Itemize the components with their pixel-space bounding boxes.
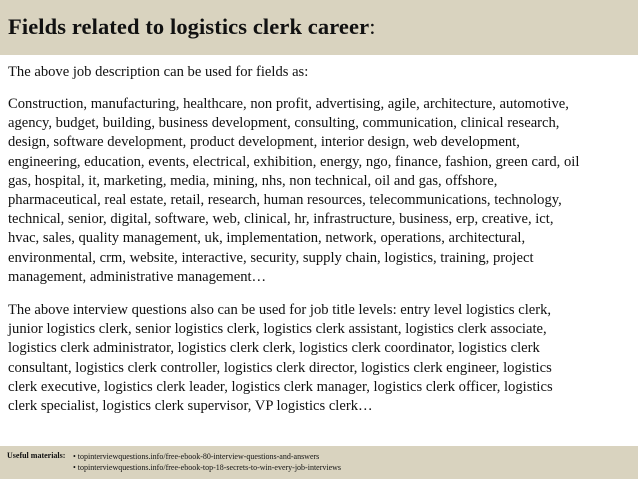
levels-line: clerk executive, logistics clerk leader, logistics clerk manager, logistics clerk officer, logistics [8,378,553,395]
levels-line: clerk specialist, logistics clerk supervisor, VP logistics clerk… [8,398,373,415]
fields-line: Construction, manufacturing, healthcare, non profit, advertising, agile, architecture, automotive, [8,96,569,112]
footer-links [73,451,341,473]
fields-line: pharmaceutical, real estate, retail, research, human resources, telecommunications, technology, [8,192,562,209]
fields-paragraph [8,95,632,287]
title-bar [0,0,638,55]
fields-line: design, software development, product development, interior design, web development, [8,134,520,151]
fields-line: hvac, sales, quality management, uk, implementation, network, operations, architectural, [8,230,526,247]
job-levels-paragraph [8,301,632,416]
levels-line: The above interview questions also can be used for job title levels: entry level logistics clerk, [8,302,552,318]
footer-link-ebook-80-questions[interactable]: • topinterviewquestions.info/free-ebook-80-interview-questions-and-answers [73,452,320,461]
footer-link-ebook-18-secrets[interactable]: • topinterviewquestions.info/free-ebook-top-18-secrets-to-win-every-job-interviews [73,463,342,472]
page-title-colon: : [369,14,376,39]
fields-line: environmental, crm, website, interactive, security, supply chain, logistics, training, project [8,249,534,266]
levels-line: junior logistics clerk, senior logistics clerk, logistics clerk assistant, logistics clerk associate, [8,321,547,338]
footer-bar [0,446,638,479]
footer-label: Useful materials: [7,451,66,460]
page-title [8,14,376,40]
fields-line: gas, hospital, it, marketing, media, mining, nhs, non technical, oil and gas, offshore, [8,172,498,189]
fields-line: engineering, education, events, electrical, exhibition, energy, ngo, finance, fashion, green card, oil [8,153,580,170]
fields-line: management, administrative management… [8,268,267,285]
intro-text: The above job description can be used for fields as: [8,64,309,80]
fields-line: agency, budget, building, business development, consulting, communication, clinical research, [8,115,560,132]
levels-line: consultant, logistics clerk controller, logistics clerk director, logistics clerk engineer, logistics [8,359,552,376]
fields-line: technical, senior, digital, software, web, clinical, hr, infrastructure, business, erp, creative, ict, [8,211,554,228]
page-title-text: Fields related to logistics clerk career [8,14,370,39]
levels-line: logistics clerk administrator, logistics clerk clerk, logistics clerk coordinator, logistics clerk [8,340,540,357]
